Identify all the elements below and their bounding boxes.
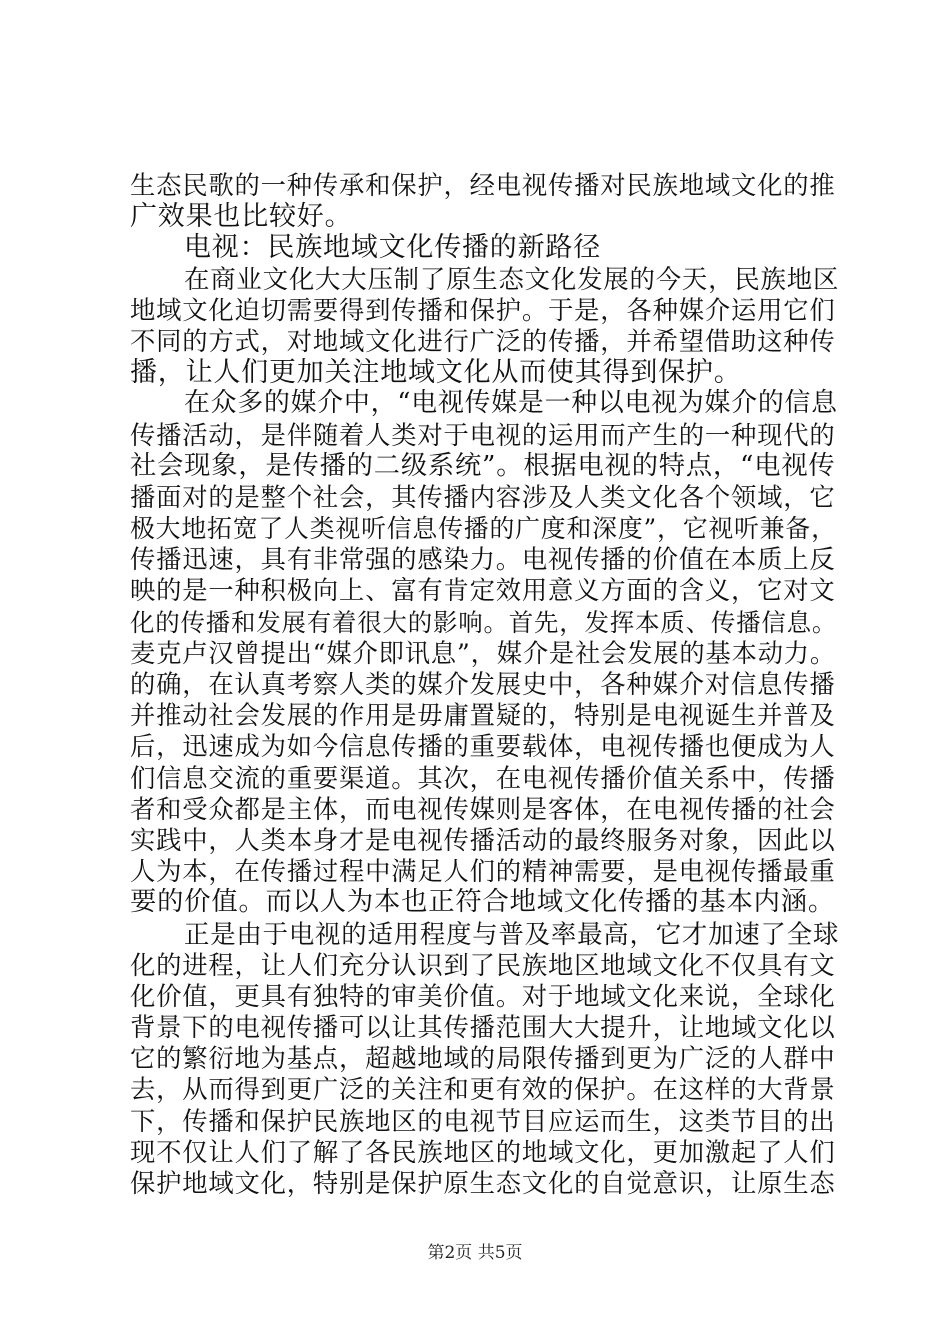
page-number-footer: 第2页 共5页 [427,1243,523,1263]
text-line: 播面对的是整个社会，其传播内容涉及人类文化各个领域，它 [130,481,836,512]
text-line: 人为本，在传播过程中满足人们的精神需要，是电视传播最重 [130,856,836,887]
text-line: 化价值，更具有独特的审美价值。对于地域文化来说，全球化 [130,980,836,1011]
text-line: 们信息交流的重要渠道。其次，在电视传播价值关系中，传播 [130,762,836,793]
text-line: 背景下的电视传播可以让其传播范围大大提升，让地域文化以 [130,1012,836,1043]
text-line: 并推动社会发展的作用是毋庸置疑的，特别是电视诞生并普及 [130,700,836,731]
text-line: 映的是一种积极向上、富有肯定效用意义方面的含义，它对文 [130,575,836,606]
text-line: 传播迅速，具有非常强的感染力。电视传播的价值在本质上反 [130,544,836,575]
text-line: 麦克卢汉曾提出“媒介即讯息”，媒介是社会发展的基本动力。 [130,638,836,668]
text-line: 实践中，人类本身才是电视传播活动的最终服务对象，因此以 [130,824,836,855]
text-line: 现不仅让人们了解了各民族地区的地域文化，更加激起了人们 [130,1136,836,1167]
text-line: 要的价值。而以人为本也正符合地域文化传播的基本内涵。 [130,887,835,918]
text-line: 去，从而得到更广泛的关注和更有效的保护。在这样的大背景 [130,1074,836,1105]
text-line: 社会现象，是传播的二级系统”。根据电视的特点，“电视传 [130,450,836,481]
text-line: 者和受众都是主体，而电视传媒则是客体，在电视传播的社会 [130,793,836,824]
text-line: 化的进程，让人们充分认识到了民族地区地域文化不仅具有文 [130,949,836,980]
text-line: 在商业文化大大压制了原生态文化发展的今天，民族地区 [184,263,840,294]
text-line: 地域文化迫切需要得到传播和保护。于是，各种媒介运用它们 [130,294,836,325]
text-line: 的确，在认真考察人类的媒介发展史中，各种媒介对信息传播 [130,669,836,699]
text-line: 播，让人们更加关注地域文化从而使其得到保护。 [130,357,742,389]
document-body [130,170,840,1199]
text-line: 后，迅速成为如今信息传播的重要载体，电视传播也便成为人 [130,731,836,762]
section-heading: 电视：民族地域文化传播的新路径 [184,232,601,264]
text-line: 它的繁衍地为基点，超越地域的局限传播到更为广泛的人群中 [130,1043,836,1074]
text-line: 保护地域文化，特别是保护原生态文化的自觉意识，让原生态 [130,1168,836,1198]
text-line: 化的传播和发展有着很大的影响。首先，发挥本质、传播信息。 [130,607,838,637]
text-line: 在众多的媒介中，“电视传媒是一种以电视为媒介的信息 [184,388,838,419]
text-line: 极大地拓宽了人类视听信息传播的广度和深度”，它视听兼备， [130,514,837,544]
text-line: 传播活动，是伴随着人类对于电视的运用而产生的一种现代的 [130,419,836,450]
text-line: 生态民歌的一种传承和保护，经电视传播对民族地域文化的推 [130,170,836,200]
text-line: 下，传播和保护民族地区的电视节目应运而生，这类节目的出 [130,1105,836,1136]
text-line: 不同的方式，对地域文化进行广泛的传播，并希望借助这种传 [130,325,836,356]
text-line: 正是由于电视的适用程度与普及率最高，它才加速了全球 [184,918,840,949]
text-line: 广效果也比较好。 [130,201,353,233]
